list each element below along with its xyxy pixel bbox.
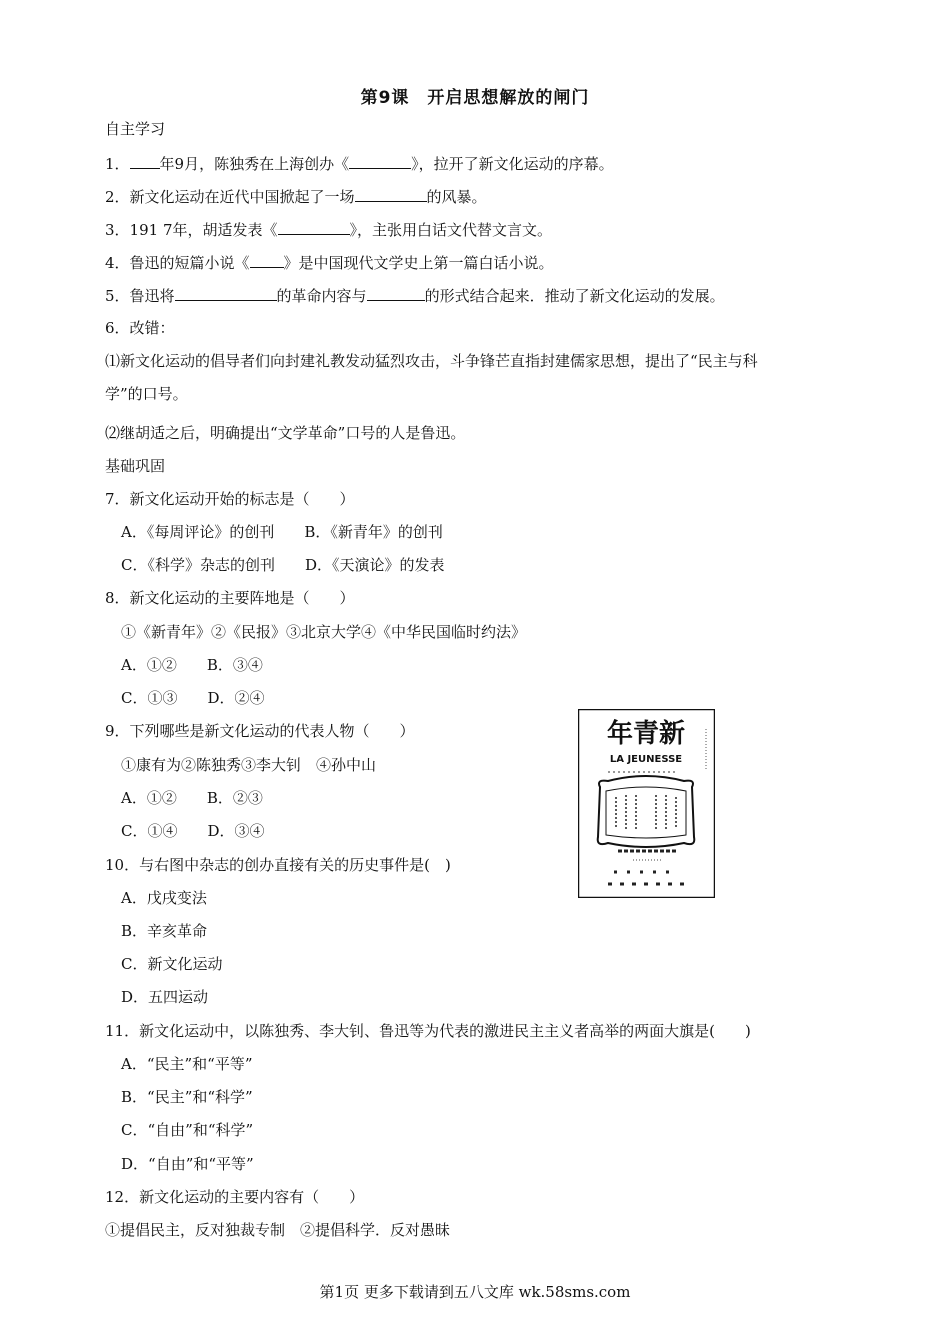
question-7-options-ab: A．《每周评论》的创刊 B．《新青年》的创刊 [121,523,443,541]
question-6-item-2: ⑵继胡适之后，明确提出“文学革命”口号的人是鲁迅。 [105,424,466,442]
section-heading-basic: 基础巩固 [105,457,166,475]
question-10-option-a: A．戊戌变法 [121,889,207,907]
question-11: 11．新文化运动中，以陈独秀、李大钊、鲁迅等为代表的激进民主主义者高举的两面大旗是( ) [105,1022,751,1040]
question-6-item-1: ⑴新文化运动的倡导者们向封建礼教发动猛烈攻击，斗争锋芒直指封建儒家思想，提出了“民主与科 [105,352,758,370]
question-9-options-ab: A．①② B．②③ [121,789,263,807]
question-8-options-ab: A．①② B．③④ [121,656,263,674]
question-8-items: ①《新青年》②《民报》③北京大学④《中华民国临时约法》 [121,623,527,641]
answer-blank[interactable] [278,218,350,235]
question-11-option-d: D．“自由”和“平等” [121,1155,254,1173]
magazine-masthead: 年青新 [606,719,686,749]
question-11-option-a: A．“民主”和“平等” [121,1055,253,1073]
question-9-options-cd: C．①④ D．③④ [121,822,265,840]
question-6-heading: 6．改错： [105,319,175,337]
answer-blank[interactable] [250,251,284,268]
question-8: 8．新文化运动的主要阵地是（ ） [105,589,355,607]
question-9-items: ①康有为②陈独秀③李大钊 ④孙中山 [121,756,377,774]
question-10-option-d: D．五四运动 [121,988,209,1006]
question-12: 12．新文化运动的主要内容有（ ） [105,1188,365,1206]
magazine-cover-image [578,709,715,898]
answer-blank[interactable] [355,185,427,202]
magazine-latin-title: LA JEUNESSE [609,754,683,765]
question-4: 4．鲁迅的短篇小说《 》是中国现代文学史上第一篇白话小说。 [105,251,554,273]
lesson-title: 第9课 开启思想解放的闸门 [360,88,590,108]
question-6-item-1-cont: 学”的口号。 [105,385,188,403]
question-12-items: ①提倡民主，反对独裁专制 ②提倡科学．反对愚昧 [105,1221,451,1239]
question-1: 1． 年9月，陈独秀在上海创办《 》，拉开了新文化运动的序幕。 [105,152,614,174]
question-10-option-b: B．辛亥革命 [121,922,208,940]
answer-blank[interactable] [367,284,425,301]
question-10-option-c: C．新文化运动 [121,955,223,973]
answer-blank[interactable] [130,152,160,169]
question-8-options-cd: C．①③ D．②④ [121,689,265,707]
question-9: 9．下列哪些是新文化运动的代表人物（ ） [105,722,415,740]
question-7: 7．新文化运动开始的标志是（ ） [105,490,355,508]
question-7-options-cd: C．《科学》杂志的创刊 D．《天演论》的发表 [121,556,445,574]
question-3: 3．191 7年，胡适发表《 》，主张用白话文代替文言文。 [105,218,552,240]
question-5: 5．鲁迅将 的革命内容与 的形式结合起来．推动了新文化运动的发展。 [105,284,725,306]
answer-blank[interactable] [175,284,277,301]
question-11-option-c: C．“自由”和“科学” [121,1121,254,1139]
section-heading-self-study: 自主学习 [105,120,166,138]
answer-blank[interactable] [349,152,411,169]
page-footer: 第1页 更多下载请到五八文库 wk.58sms.com [319,1283,631,1301]
question-10: 10．与右图中杂志的创办直接有关的历史事件是( ) [105,856,451,874]
question-11-option-b: B．“民主”和“科学” [121,1088,253,1106]
question-2: 2．新文化运动在近代中国掀起了一场 的风暴。 [105,185,487,207]
